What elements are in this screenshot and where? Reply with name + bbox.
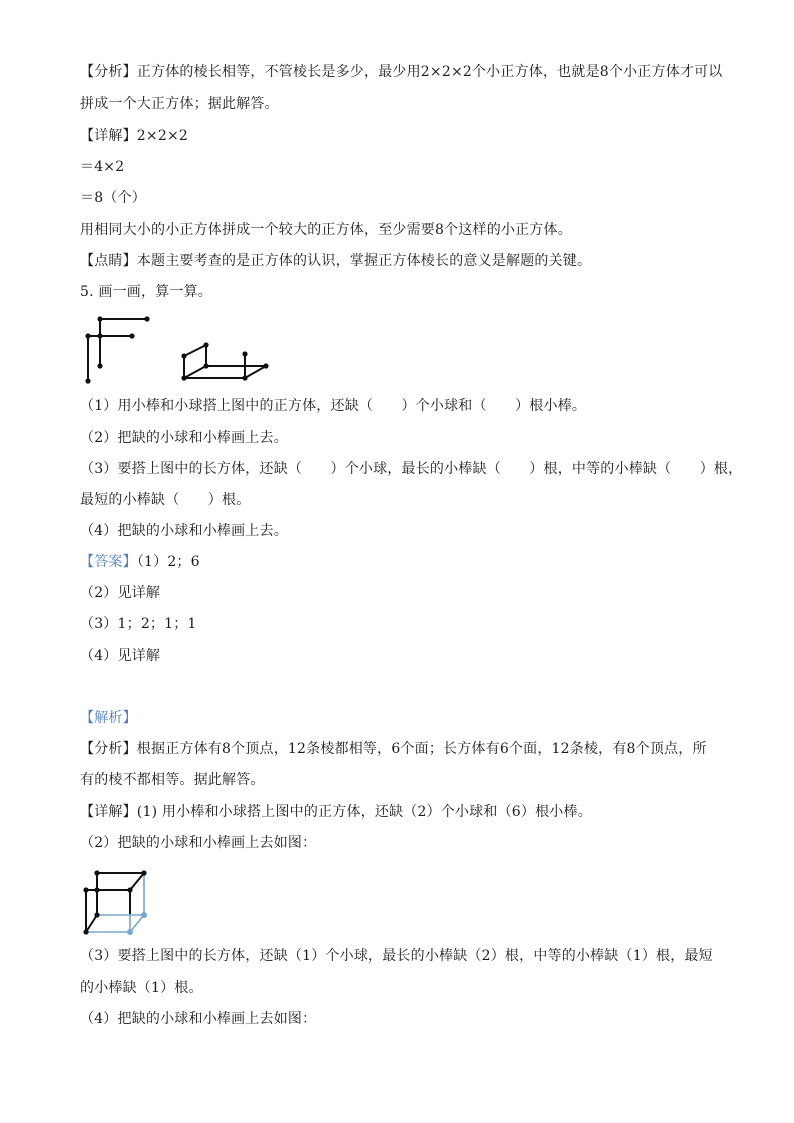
question-5-title: 5. 画一画，算一算。 xyxy=(80,284,213,300)
answer-label: 【答案】 xyxy=(80,554,137,570)
completed-cube-figure xyxy=(82,868,154,936)
answer-3: （3）1；2；1；1 xyxy=(80,616,197,632)
detail-line-3: ＝8（个） xyxy=(80,190,146,206)
question-5-part-1: （1）用小棒和小球搭上图中的正方体，还缺（ ）个小球和（ ）根小棒。 xyxy=(80,398,587,414)
solution-analysis-line-2: 有的棱不都相等。据此解答。 xyxy=(80,772,265,788)
detail-line-2: ＝4×2 xyxy=(80,159,125,175)
solution-detail-2: （2）把缺的小球和小棒画上去如图： xyxy=(80,835,317,851)
solution-detail-3-line-1: （3）要搭上图中的长方体，还缺（1）个小球，最长的小棒缺（2）根，中等的小棒缺（1）根，最短 xyxy=(80,948,713,964)
question-5-part-3-line-2: 最短的小棒缺（ ）根。 xyxy=(80,492,251,508)
partial-cuboid-figure xyxy=(180,340,275,380)
answer-line-1 xyxy=(80,552,200,572)
solution-analysis-line-1: 【分析】根据正方体有8个顶点，12条棱都相等，6个面；长方体有6个面，12条棱，有8个顶点，所 xyxy=(80,741,707,757)
solution-detail-3-line-2: 的小棒缺（1）根。 xyxy=(80,980,203,996)
solution-label: 【解析】 xyxy=(80,710,137,726)
answer-4: （4）见详解 xyxy=(80,648,161,664)
analysis-line-2: 拼成一个大正方体；据此解答。 xyxy=(80,96,279,112)
question-5-part-2: （2）把缺的小球和小棒画上去。 xyxy=(80,430,288,446)
detail-line-4: 用相同大小的小正方体拼成一个较大的正方体，至少需要8个这样的小正方体。 xyxy=(80,222,572,238)
question-5-part-3-line-1: （3）要搭上图中的长方体，还缺（ ）个小球，最长的小棒缺（ ）根，中等的小棒缺（ ）根， xyxy=(80,461,743,477)
solution-detail-4: （4）把缺的小球和小棒画上去如图： xyxy=(80,1011,317,1027)
detail-line-1: 【详解】2×2×2 xyxy=(80,128,188,144)
analysis-line-1: 【分析】正方体的棱长相等，不管棱长是多少，最少用2×2×2个小正方体，也就是8个小正方体才可以 xyxy=(80,64,723,80)
partial-cube-figure xyxy=(84,314,154,384)
answer-2: （2）见详解 xyxy=(80,585,161,601)
solution-detail-1: 【详解】(1) 用小棒和小球搭上图中的正方体，还缺（2）个小球和（6）根小棒。 xyxy=(80,804,592,820)
comment-line: 【点睛】本题主要考查的是正方体的认识，掌握正方体棱长的意义是解题的关键。 xyxy=(80,253,592,269)
question-5-part-4: （4）把缺的小球和小棒画上去。 xyxy=(80,523,288,539)
answer-1: （1）2；6 xyxy=(136,554,200,570)
